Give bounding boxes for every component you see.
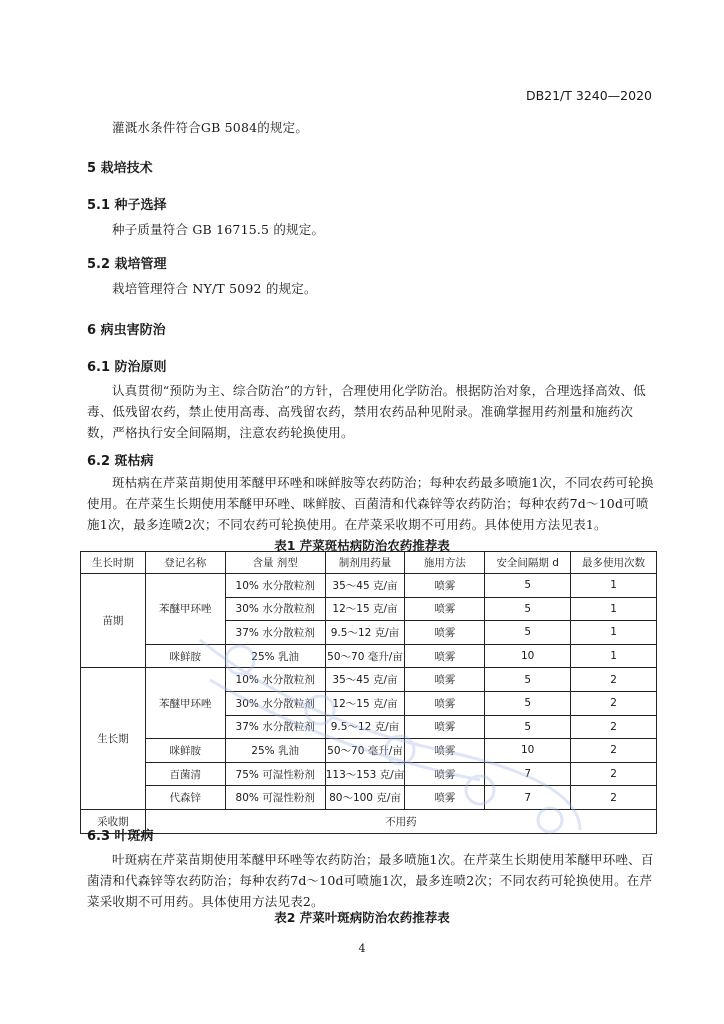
interval-cell: 7 — [485, 762, 571, 786]
dosage-cell: 113～153 克/亩 — [325, 762, 405, 786]
table-row — [81, 574, 657, 598]
pesticide-name-cell: 苯醚甲环唑 — [145, 668, 225, 739]
method-cell: 喷雾 — [405, 762, 485, 786]
formulation-cell: 30% 水分散粒剂 — [225, 691, 325, 715]
max-uses-cell: 1 — [571, 597, 657, 621]
method-cell: 喷雾 — [405, 668, 485, 692]
paragraph-cultivation: 栽培管理符合 NY/T 5092 的规定。 — [112, 281, 317, 296]
column-header: 安全间隔期 d — [485, 552, 571, 574]
column-header: 登记名称 — [145, 552, 225, 574]
interval-cell: 10 — [485, 739, 571, 763]
table2-caption: 表2 芹菜叶斑病防治农药推荐表 — [274, 910, 450, 925]
stage-cell: 苗期 — [81, 574, 146, 668]
heading-cultivation-management: 5.2 栽培管理 — [87, 257, 167, 272]
max-uses-cell: 1 — [571, 644, 657, 668]
dosage-cell: 9.5～12 克/亩 — [325, 715, 405, 739]
formulation-cell: 37% 水分散粒剂 — [225, 715, 325, 739]
table1-caption: 表1 芹菜斑枯病防治农药推荐表 — [274, 538, 450, 553]
dosage-cell: 9.5～12 克/亩 — [325, 621, 405, 645]
pesticide-name-cell: 苯醚甲环唑 — [145, 574, 225, 645]
method-cell: 喷雾 — [405, 739, 485, 763]
interval-cell: 5 — [485, 574, 571, 598]
harvest-note-cell: 不用药 — [145, 809, 656, 833]
table-row — [81, 644, 657, 668]
paragraph-principle: 认真贯彻“预防为主、综合防治”的方针，合理使用化学防治。根据防治对象，合理选择高效、低毒、低残留农药，禁止使用高毒、高残留农药，禁用农药品种见附录。准确掌握用药剂量和施药次数，严格执行安全间隔期，注意农药轮换使用。 — [87, 383, 646, 440]
formulation-cell: 37% 水分散粒剂 — [225, 621, 325, 645]
pesticide-name-cell: 代森锌 — [145, 786, 225, 810]
dosage-cell: 12～15 克/亩 — [325, 691, 405, 715]
heading-cultivation: 5 栽培技术 — [87, 161, 153, 176]
max-uses-cell: 2 — [571, 691, 657, 715]
paragraph-leaf-spot: 叶斑病在芹菜苗期使用苯醚甲环唑等农药防治；最多喷施1次。在芹菜生长期使用苯醚甲环唑、百菌清和代森锌等农药防治；每种农药7d～10d可喷施1次，最多连喷2次；不同农药可轮换使用。在芹菜采收期不可用药。具体使用方法见表2。 — [87, 852, 654, 909]
column-header: 制剂用药量 — [325, 552, 405, 574]
max-uses-cell: 2 — [571, 739, 657, 763]
stage-cell: 采收期 — [81, 809, 146, 833]
heading-pest-control: 6 病虫害防治 — [87, 323, 166, 338]
table-row — [81, 786, 657, 810]
heading-leaf-blight: 6.2 斑枯病 — [87, 454, 154, 469]
interval-cell: 7 — [485, 786, 571, 810]
method-cell: 喷雾 — [405, 597, 485, 621]
method-cell: 喷雾 — [405, 644, 485, 668]
formulation-cell: 30% 水分散粒剂 — [225, 597, 325, 621]
max-uses-cell: 2 — [571, 715, 657, 739]
heading-leaf-spot: 6.3 叶斑病 — [87, 829, 154, 844]
method-cell: 喷雾 — [405, 715, 485, 739]
formulation-cell: 25% 乳油 — [225, 739, 325, 763]
column-header: 含量 剂型 — [225, 552, 325, 574]
dosage-cell: 35～45 克/亩 — [325, 574, 405, 598]
max-uses-cell: 2 — [571, 786, 657, 810]
interval-cell: 5 — [485, 597, 571, 621]
table-header-row — [81, 552, 657, 574]
column-header: 施用方法 — [405, 552, 485, 574]
column-header: 最多使用次数 — [571, 552, 657, 574]
heading-control-principle: 6.1 防治原则 — [87, 360, 167, 375]
formulation-cell: 10% 水分散粒剂 — [225, 574, 325, 598]
formulation-cell: 10% 水分散粒剂 — [225, 668, 325, 692]
document-code: DB21/T 3240—2020 — [525, 88, 652, 103]
column-header: 生长时期 — [81, 552, 146, 574]
pesticide-table-1 — [80, 551, 657, 834]
method-cell: 喷雾 — [405, 786, 485, 810]
table-row-harvest — [81, 809, 657, 833]
method-cell: 喷雾 — [405, 621, 485, 645]
interval-cell: 5 — [485, 668, 571, 692]
dosage-cell: 35～45 克/亩 — [325, 668, 405, 692]
interval-cell: 10 — [485, 644, 571, 668]
dosage-cell: 80～100 克/亩 — [325, 786, 405, 810]
stage-cell: 生长期 — [81, 668, 146, 810]
table-row — [81, 739, 657, 763]
max-uses-cell: 1 — [571, 574, 657, 598]
heading-seed-selection: 5.1 种子选择 — [87, 198, 167, 213]
formulation-cell: 75% 可湿性粉剂 — [225, 762, 325, 786]
interval-cell: 5 — [485, 621, 571, 645]
dosage-cell: 50～70 毫升/亩 — [325, 644, 405, 668]
formulation-cell: 25% 乳油 — [225, 644, 325, 668]
max-uses-cell: 1 — [571, 621, 657, 645]
dosage-cell: 12～15 克/亩 — [325, 597, 405, 621]
pesticide-name-cell: 咪鲜胺 — [145, 644, 225, 668]
paragraph-seed: 种子质量符合 GB 16715.5 的规定。 — [112, 222, 325, 237]
table-row — [81, 762, 657, 786]
formulation-cell: 80% 可湿性粉剂 — [225, 786, 325, 810]
interval-cell: 5 — [485, 691, 571, 715]
page-number: 4 — [358, 942, 366, 955]
method-cell: 喷雾 — [405, 691, 485, 715]
pesticide-name-cell: 百菌清 — [145, 762, 225, 786]
dosage-cell: 50～70 毫升/亩 — [325, 739, 405, 763]
paragraph-irrigation: 灌溉水条件符合GB 5084的规定。 — [112, 120, 309, 135]
paragraph-leaf-blight: 斑枯病在芹菜苗期使用苯醚甲环唑和咪鲜胺等农药防治；每种农药最多喷施1次，不同农药可轮换使用。在芹菜生长期使用苯醚甲环唑、咪鲜胺、百菌清和代森锌等农药防治；每种农药7d～10d可喷施1次，最多连喷2次；不同农药可轮换使用。在芹菜采收期不可用药。具体使用方法见表1。 — [87, 475, 654, 532]
max-uses-cell: 2 — [571, 762, 657, 786]
max-uses-cell: 2 — [571, 668, 657, 692]
method-cell: 喷雾 — [405, 574, 485, 598]
pesticide-name-cell: 咪鲜胺 — [145, 739, 225, 763]
interval-cell: 5 — [485, 715, 571, 739]
table-row — [81, 668, 657, 692]
